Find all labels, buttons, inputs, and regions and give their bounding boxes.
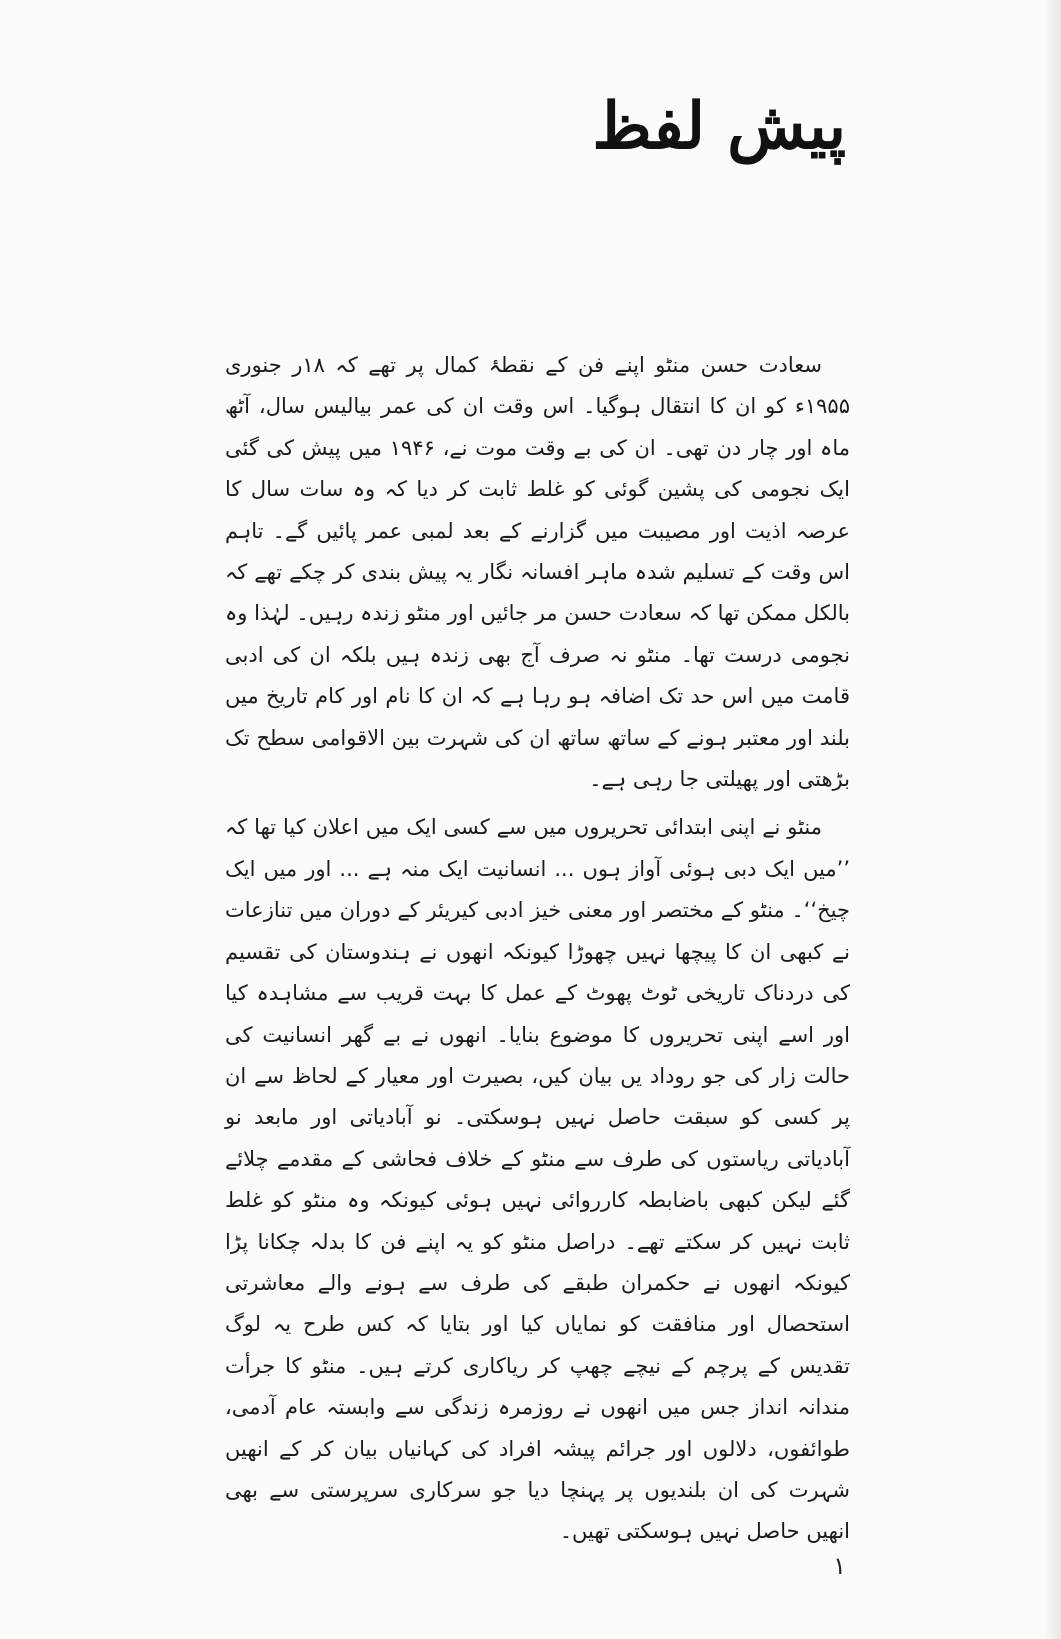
paragraph-2: منٹو نے اپنی ابتدائی تحریروں میں سے کسی ایک میں اعلان کیا تھا کہ ’’میں ایک دبی ہوئی آواز ہوں ... انسانیت ایک منہ ہے ... اور میں ایک چیخ‘‘۔ منٹو کے مختصر اور معنی خیز ادبی کیریئر کے دوران میں تنازعات نے کبھی ان کا پیچھا نہیں چھوڑا کیونکہ انھوں نے ہندوستان کی تقسیم کی دردناک تاریخی ٹوٹ پھوٹ کے عمل کا بہت قریب سے مشاہدہ کیا اور اسے اپنی تحریروں کا موضوع بنایا۔ انھوں نے بے گھر انسانیت کی حالت زار کی جو روداد یں بیان کیں، بصیرت اور معیار کے لحاظ سے ان پر کسی کو سبقت حاصل نہیں ہوسکتی۔ نو آبادیاتی اور مابعد نو آبادیاتی ریاستوں کی طرف سے منٹو کے خلاف فحاشی کے مقدمے چلائے گئے لیکن کبھی باضابطہ کارروائی نہیں ہوئی کیونکہ وہ منٹو کو غلط ثابت نہیں کر سکتے تھے۔ دراصل منٹو کو یہ اپنے فن کا بدلہ چکانا پڑا کیونکہ انھوں نے حکمران طبقے کی طرف سے ہونے والے معاشرتی استحصال اور منافقت کو نمایاں کیا اور بتایا کہ کس طرح یہ لوگ تقدیس کے پرچم کے نیچے چھپ کر ریاکاری کرتے ہیں۔ منٹو کا جرأت مندانہ انداز جس میں انھوں نے روزمرہ زندگی سے وابستہ عام آدمی، طوائفوں، دلالوں اور جرائم پیشہ افراد کی کہانیاں بیان کر کے انھیں شہرت کی ان بلندیوں پر پہنچا دیا جو سرکاری سرپرستی سے بھی انھیں حاصل نہیں ہوسکتی تھیں۔: [225, 815, 850, 1544]
body-text: [225, 345, 850, 1553]
page-gutter-shadow: [1043, 0, 1061, 1639]
page-number: ۱: [833, 1552, 846, 1580]
paragraph-1: سعادت حسن منٹو اپنے فن کے نقطۂ کمال پر تھے کہ ۱۸ر جنوری ۱۹۵۵ء کو ان کا انتقال ہوگیا۔ اس وقت ان کی عمر بیالیس سال، آٹھ ماہ اور چار دن تھی۔ ان کی بے وقت موت نے، ۱۹۴۶ میں پیش کی گئی ایک نجومی کی پشین گوئی کو غلط ثابت کر دیا کہ وہ سات سال کا عرصہ اذیت اور مصیبت میں گزارنے کے بعد لمبی عمر پائیں گے۔ تاہم اس وقت کے تسلیم شدہ ماہر افسانہ نگار یہ پیش بندی کر چکے تھے کہ بالکل ممکن تھا کہ سعادت حسن مر جائیں اور منٹو زندہ رہیں۔ لہٰذا وہ نجومی درست تھا۔ منٹو نہ صرف آج بھی زندہ ہیں بلکہ ان کی ادبی قامت میں اس حد تک اضافہ ہو رہا ہے کہ ان کا نام اور کام تاریخ میں بلند اور معتبر ہونے کے ساتھ ساتھ ان کی شہرت بین الاقوامی سطح تک بڑھتی اور پھیلتی جا رہی ہے۔: [225, 353, 850, 792]
page-title: پیش لفظ: [592, 89, 846, 164]
